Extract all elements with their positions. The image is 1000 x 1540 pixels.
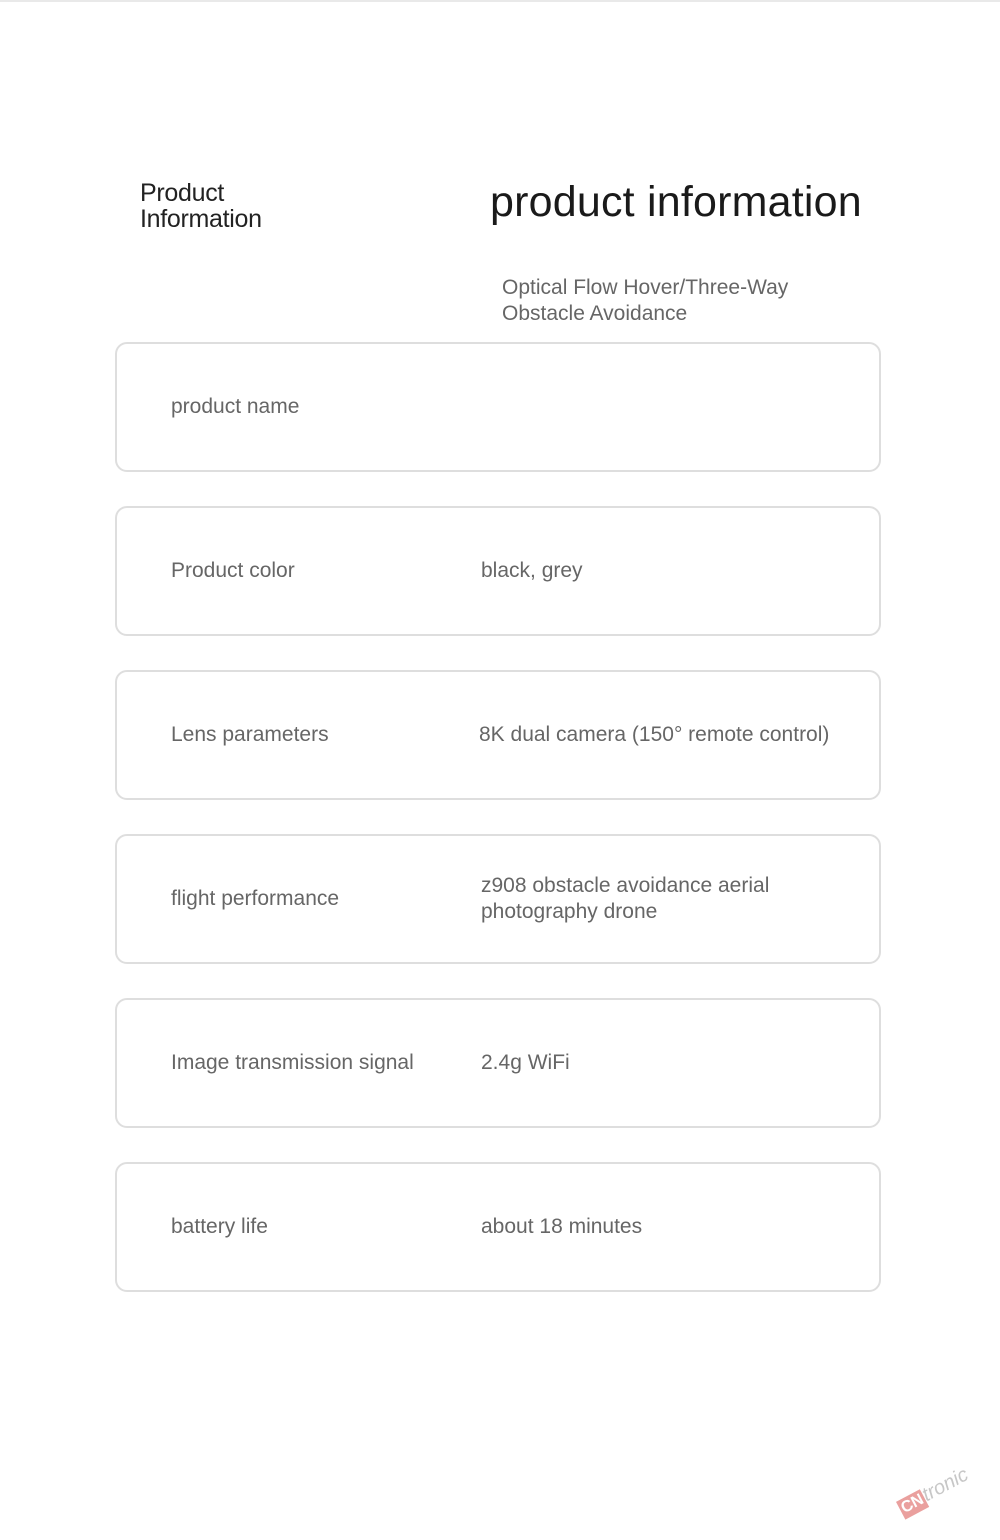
spec-list (115, 342, 881, 1326)
spec-value: 8K dual camera (150° remote control) (479, 723, 830, 746)
spec-label: Product color (171, 559, 295, 582)
spec-label: battery life (171, 1215, 268, 1238)
spec-value: about 18 minutes (481, 1215, 643, 1238)
spec-row-product-name (115, 342, 881, 472)
page-title: product information (490, 178, 862, 226)
spec-value: z908 obstacle avoidance aerial photography drone (481, 874, 770, 923)
side-title-line1: Product (140, 179, 225, 207)
watermark-logo (895, 1456, 998, 1540)
spec-label: flight performance (171, 887, 340, 910)
top-divider (0, 0, 1000, 2)
spec-value: black, grey (481, 559, 583, 582)
spec-label: Lens parameters (171, 723, 329, 746)
spec-row-image-transmission (115, 998, 881, 1128)
page-subtitle: Optical Flow Hover/Three-Way Obstacle Avoidance (502, 276, 789, 325)
spec-row-battery-life (115, 1162, 881, 1292)
spec-value: 2.4g WiFi (481, 1051, 570, 1074)
spec-label: product name (171, 395, 300, 418)
watermark-prefix: CN (896, 1489, 929, 1519)
spec-row-product-color (115, 506, 881, 636)
spec-row-lens-parameters (115, 670, 881, 800)
watermark-suffix: tronic (918, 1463, 973, 1506)
side-title-line2: Information (140, 205, 262, 233)
side-title (140, 180, 262, 232)
spec-label: Image transmission signal (171, 1051, 414, 1074)
spec-row-flight-performance (115, 834, 881, 964)
